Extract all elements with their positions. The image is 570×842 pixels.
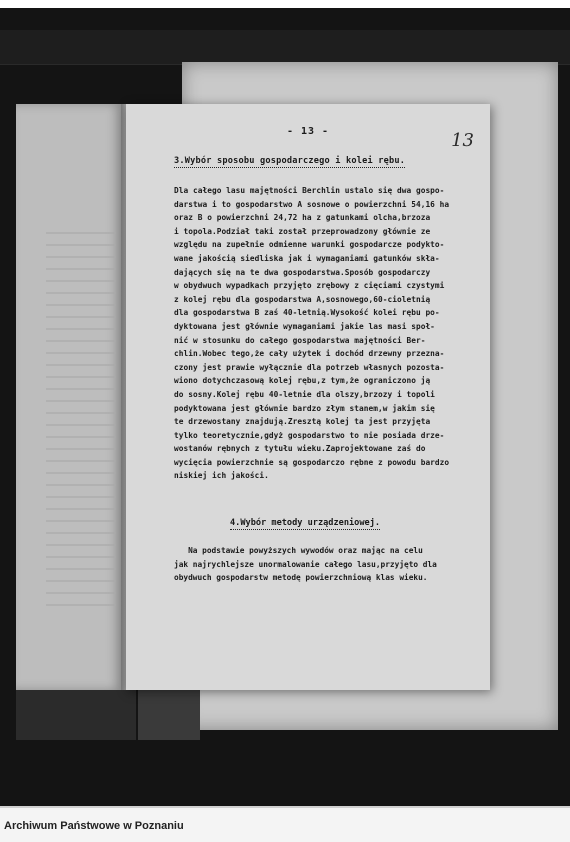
text-line: dyktowana jest głównie wymaganiami jakie las masi społ- — [174, 321, 435, 331]
text-line: wane jakością siedliska jak i wymaganiami gatunków skła- — [174, 253, 440, 263]
text-line: podyktowana jest głównie bardzo złym stanem,w jakim się — [174, 403, 435, 413]
text-line: i topola.Podział taki został przeprowadzony głównie ze — [174, 226, 431, 236]
text-line: wiono dotychczasową kolej rębu,z tym,że ograniczono ją — [174, 376, 431, 386]
text-line: wostanów rębnych z tytułu wieku.Zaprojektowane zaś do — [174, 444, 426, 454]
text-line: Dla całego lasu majętności Berchlin ustalo się dwa gospo- — [174, 186, 445, 195]
text-line: dających się na te dwa gospodarstwa.Sposób gospodarczy — [174, 267, 431, 277]
document-page — [126, 104, 490, 690]
scanner-border — [0, 30, 570, 65]
text-line: jak najrychlejsze unormalowanie całego lasu,przyjęto dla — [174, 559, 437, 569]
text-line: względu na zupełnie odmienne warunki gospodarcze podykto- — [174, 240, 445, 250]
left-facing-page — [16, 104, 122, 690]
scan-shadow-2 — [138, 690, 200, 740]
section-3-heading: 3.Wybór sposobu gospodarczego i kolei rębu. — [174, 156, 406, 166]
text-line: chlin.Wobec tego,że cały użytek i dochód drzewny przezna- — [174, 349, 445, 359]
text-line: obydwuch gospodarstw metodę powierzchniową klas wieku. — [174, 573, 428, 583]
section-4-body — [174, 544, 490, 585]
text-line: oraz B o powierzchni 24,72 ha z gatunkami olcha,brzoza — [174, 213, 431, 223]
text-line: nić w stosunku do całego gospodarstwa majętności Ber- — [174, 335, 426, 345]
text-line: te drzewostany znajdują.Zresztą kolej ta jest przyjęta — [174, 417, 431, 427]
top-strip — [0, 0, 570, 8]
text-line: czony jest prawie wyłącznie dla potrzeb własnych pozosta- — [174, 362, 445, 372]
section-3-body — [174, 184, 490, 483]
archive-footer — [0, 806, 570, 842]
bleed-through-text — [46, 232, 116, 616]
text-line: w obydwuch wypadkach przyjęto zrębowy z cięciami czystymi — [174, 281, 445, 291]
text-line: do sosny.Kolej rębu 40-letnie dla olszy,brzozy i topoli — [174, 389, 435, 399]
page-number: - 13 - — [286, 126, 330, 137]
archive-name: Archiwum Państwowe w Poznaniu — [4, 820, 184, 832]
section-4-heading: 4.Wybór metody urządzeniowej. — [230, 518, 381, 528]
text-line: wycięcia powierzchnie są gospodarczo rębne z powodu bardzo — [174, 457, 450, 467]
scan-shadow — [16, 690, 136, 740]
text-line: Na podstawie powyższych wywodów oraz mając na celu — [174, 546, 423, 555]
text-line: z kolej rębu dla gospodarstwa A,sosnowego,60-cioletnią — [174, 294, 431, 304]
text-line: darstwa i to gospodarstwo A sosnowe o powierzchni 54,16 ha — [174, 199, 450, 209]
text-line: niskiej ich jakości. — [174, 471, 269, 481]
text-line: dla gospodarstwa B zaś 40-letnią.Wysokość kolei rębu po- — [174, 308, 440, 318]
handwritten-folio: 13 — [451, 130, 474, 151]
text-line: tylko teoretycznie,gdyż gospodarstwo to nie posiada drze- — [174, 430, 445, 440]
